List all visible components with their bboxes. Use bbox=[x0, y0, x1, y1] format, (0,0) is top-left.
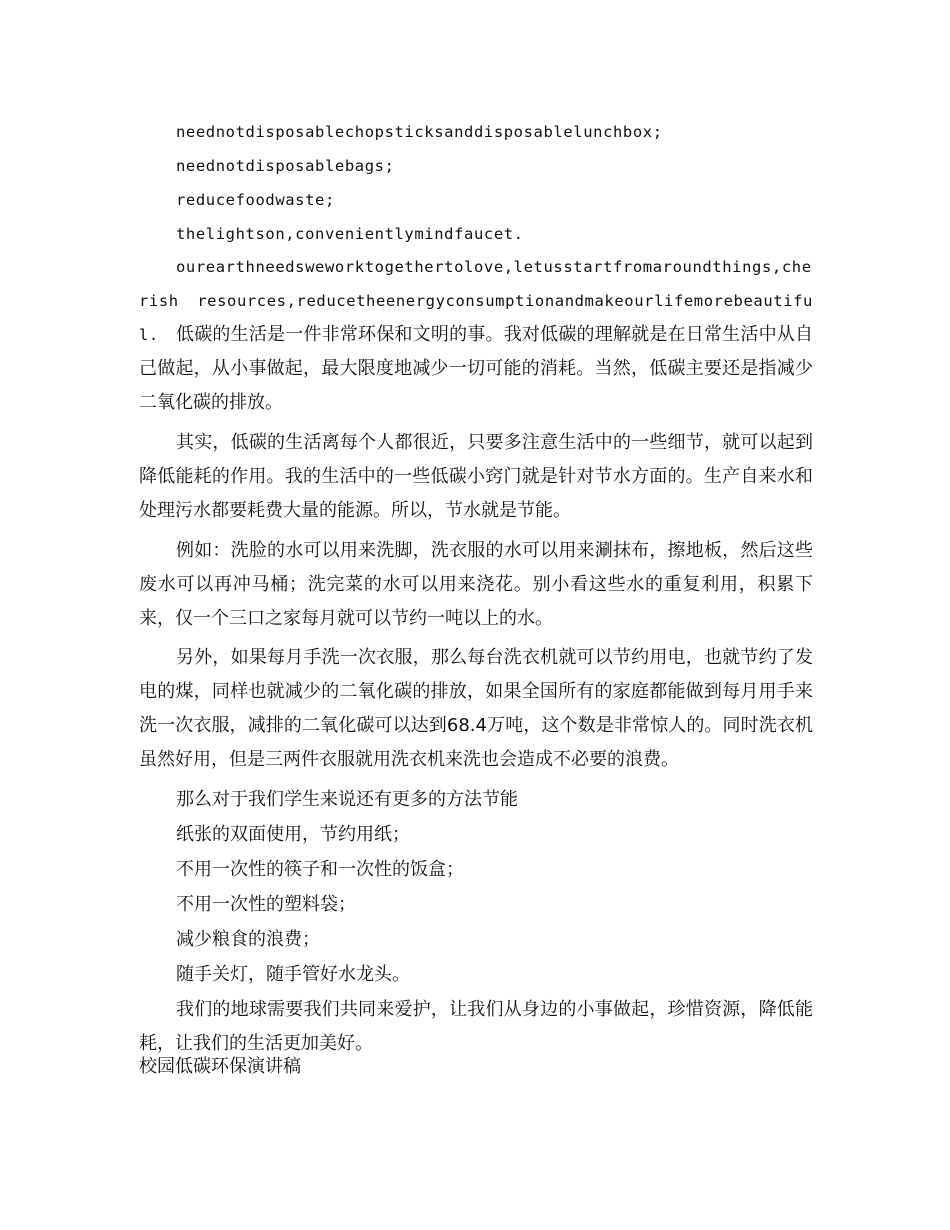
english-item: reducefoodwaste; bbox=[176, 191, 335, 209]
method-item: 纸张的双面使用，节约用纸； bbox=[176, 824, 410, 845]
method-item: 减少粮食的浪费； bbox=[176, 929, 320, 950]
english-item: thelightson,convenientlymindfaucet. bbox=[176, 225, 524, 243]
method-item: 不用一次性的筷子和一次性的饭盒； bbox=[176, 859, 464, 880]
next-section-title: 校园低碳环保演讲稿 bbox=[139, 1056, 301, 1077]
paragraph-water-saving: 其实，低碳的生活离每个人都很近，只要多注意生活中的一些细节，就可以起到降低能耗的作用。我的生活中的一些低碳小窍门就是针对节水方面的。生产自来水和处理污水都要耗费大量的能源。所以，节水就是节能。 bbox=[139, 432, 813, 521]
method-item: 随手关灯，随手管好水龙头。 bbox=[176, 964, 410, 985]
paragraph-low-carbon-intro: 低碳的生活是一件非常环保和文明的事。我对低碳的理解就是在日常生活中从自己做起，从小事做起，最大限度地减少一切可能的消耗。当然，低碳主要还是指减少二氧化碳的排放。 bbox=[139, 324, 813, 413]
paragraph-water-reuse-example: 例如：洗脸的水可以用来洗脚，洗衣服的水可以用来涮抹布，擦地板，然后这些废水可以再冲马桶；洗完菜的水可以用来浇花。别小看这些水的重复利用，积累下来，仅一个三口之家每月就可以节约一吨以上的水。 bbox=[139, 540, 813, 629]
english-item: neednotdisposablebags; bbox=[176, 157, 395, 175]
method-item: 不用一次性的塑料袋； bbox=[176, 894, 356, 915]
paragraph-hand-washing: 另外，如果每月手洗一次衣服，那么每台洗衣机就可以节约用电，也就节约了发电的煤，同样也就减少的二氧化碳的排放，如果全国所有的家庭都能做到每月用手来洗一次衣服，减排的二氧化碳可以达到68.4万吨，这个数是非常惊人的。同时洗衣机虽然好用，但是三两件衣服就用洗衣机来洗也会造成不必要的浪费。 bbox=[139, 647, 813, 770]
english-item: neednotdisposablechopsticksanddisposablelunchbox; bbox=[176, 123, 663, 141]
closing-paragraph: 我们的地球需要我们共同来爱护，让我们从身边的小事做起，珍惜资源，降低能耗，让我们的生活更加美好。 bbox=[139, 999, 813, 1054]
english-closing-paragraph: ourearthneedsweworktogethertolove,letusstartfromaroundthings,cherish resources,reducetheenergyconsumptionandmakeourlifemorebeautiful. bbox=[139, 258, 813, 344]
methods-intro: 那么对于我们学生来说还有更多的方法节能 bbox=[176, 789, 518, 810]
